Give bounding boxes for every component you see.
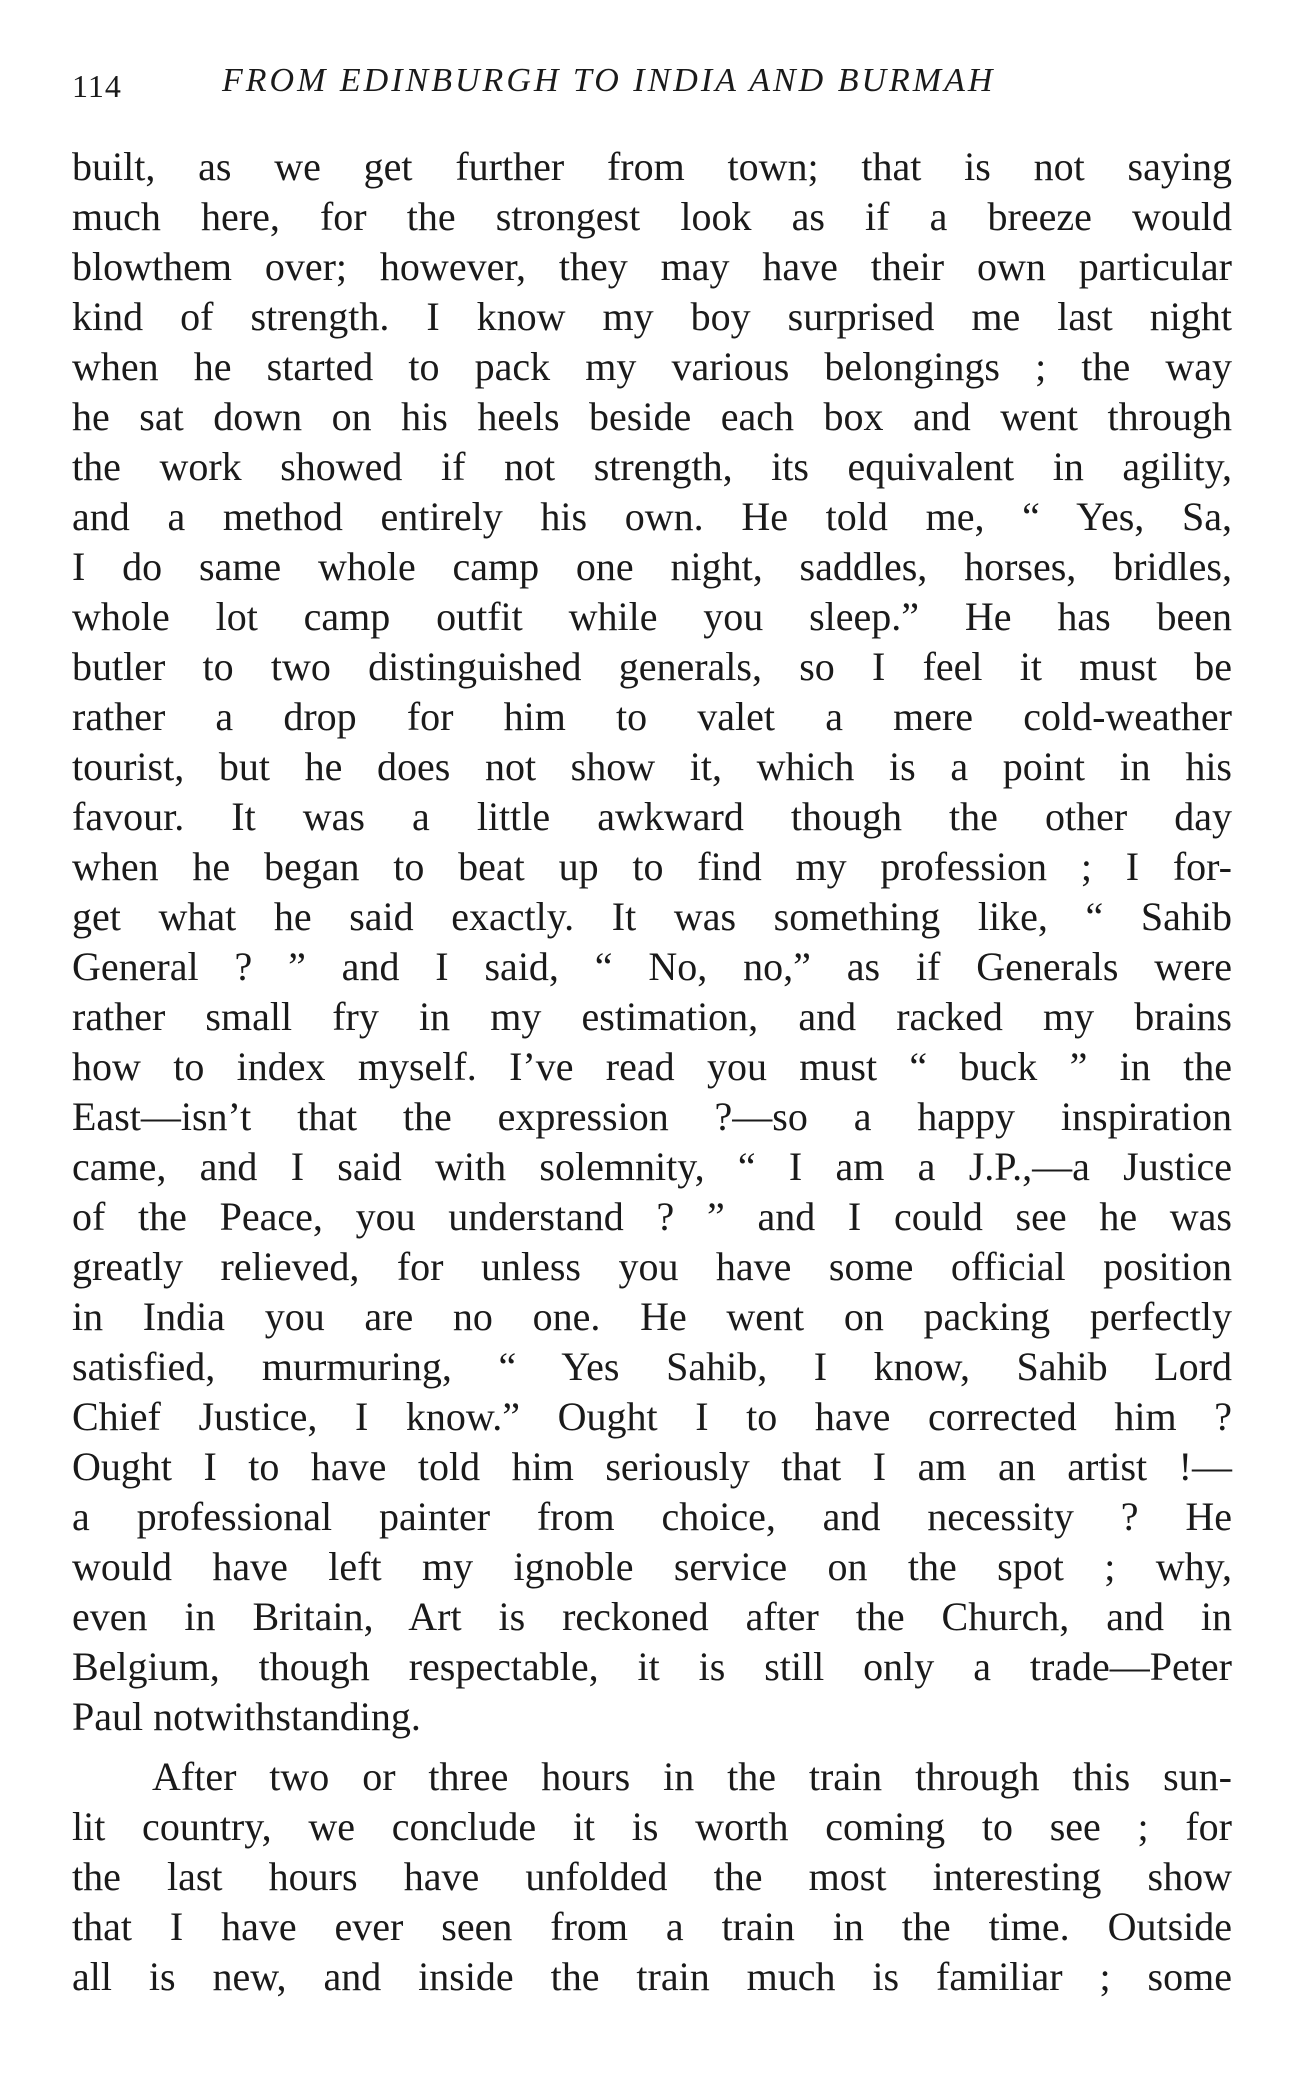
- text-line: I do same whole camp one night, saddles, horses, bridles,: [72, 544, 1232, 589]
- text-line: satisfied, murmuring, “ Yes Sahib, I know, Sahib Lord: [72, 1344, 1232, 1389]
- text-line: favour. It was a little awkward though the other day: [72, 794, 1232, 839]
- paragraph-2: [72, 1752, 1232, 2002]
- text-line: of the Peace, you understand ? ” and I could see he was: [72, 1194, 1232, 1239]
- text-line: butler to two distinguished generals, so I feel it must be: [72, 644, 1232, 689]
- text-line: a professional painter from choice, and necessity ? He: [72, 1494, 1232, 1539]
- text-line: when he started to pack my various belongings ; the way: [72, 344, 1232, 389]
- body-text: [72, 142, 1232, 2002]
- paragraph-1: [72, 142, 1232, 1742]
- text-line: Ought I to have told him seriously that I am an artist !—: [72, 1444, 1232, 1489]
- text-line: get what he said exactly. It was something like, “ Sahib: [72, 894, 1232, 939]
- text-line: when he began to beat up to find my profession ; I for-: [72, 844, 1232, 889]
- text-line: General ? ” and I said, “ No, no,” as if Generals were: [72, 944, 1232, 989]
- paragraph-gap: [72, 1742, 1232, 1752]
- text-line: Paul notwithstanding.: [72, 1694, 421, 1739]
- text-line: greatly relieved, for unless you have some official position: [72, 1244, 1232, 1289]
- text-line: Belgium, though respectable, it is still only a trade—Peter: [72, 1644, 1232, 1689]
- text-line: East—isn’t that the expression ?—so a happy inspiration: [72, 1094, 1232, 1139]
- running-head: [72, 62, 1232, 112]
- text-line: that I have ever seen from a train in the time. Outside: [72, 1904, 1232, 1949]
- text-line: much here, for the strongest look as if a breeze would: [72, 194, 1232, 239]
- text-line: built, as we get further from town; that is not saying: [72, 144, 1232, 189]
- text-line: blowthem over; however, they may have their own particular: [72, 244, 1232, 289]
- text-line: kind of strength. I know my boy surprised me last night: [72, 294, 1232, 339]
- text-line: tourist, but he does not show it, which is a point in his: [72, 744, 1232, 789]
- page-number: 114: [72, 68, 122, 104]
- text-line: Chief Justice, I know.” Ought I to have corrected him ?: [72, 1394, 1232, 1439]
- text-line: lit country, we conclude it is worth coming to see ; for: [72, 1804, 1232, 1849]
- text-line: the last hours have unfolded the most interesting show: [72, 1854, 1232, 1899]
- text-line: in India you are no one. He went on packing perfectly: [72, 1294, 1232, 1339]
- text-line: the work showed if not strength, its equivalent in agility,: [72, 444, 1232, 489]
- text-line: how to index myself. I’ve read you must “ buck ” in the: [72, 1044, 1232, 1089]
- text-line: even in Britain, Art is reckoned after the Church, and in: [72, 1594, 1232, 1639]
- running-title: FROM EDINBURGH TO INDIA AND BURMAH: [222, 62, 996, 99]
- text-line: After two or three hours in the train through this sun-: [152, 1754, 1232, 1799]
- text-line: all is new, and inside the train much is familiar ; some: [72, 1954, 1232, 1999]
- text-line: rather a drop for him to valet a mere cold-weather: [72, 694, 1232, 739]
- text-line: would have left my ignoble service on the spot ; why,: [72, 1544, 1232, 1589]
- text-line: and a method entirely his own. He told me, “ Yes, Sa,: [72, 494, 1232, 539]
- text-line: he sat down on his heels beside each box and went through: [72, 394, 1232, 439]
- text-line: rather small fry in my estimation, and racked my brains: [72, 994, 1232, 1039]
- text-line: whole lot camp outfit while you sleep.” He has been: [72, 594, 1232, 639]
- text-line: came, and I said with solemnity, “ I am a J.P.,—a Justice: [72, 1144, 1232, 1189]
